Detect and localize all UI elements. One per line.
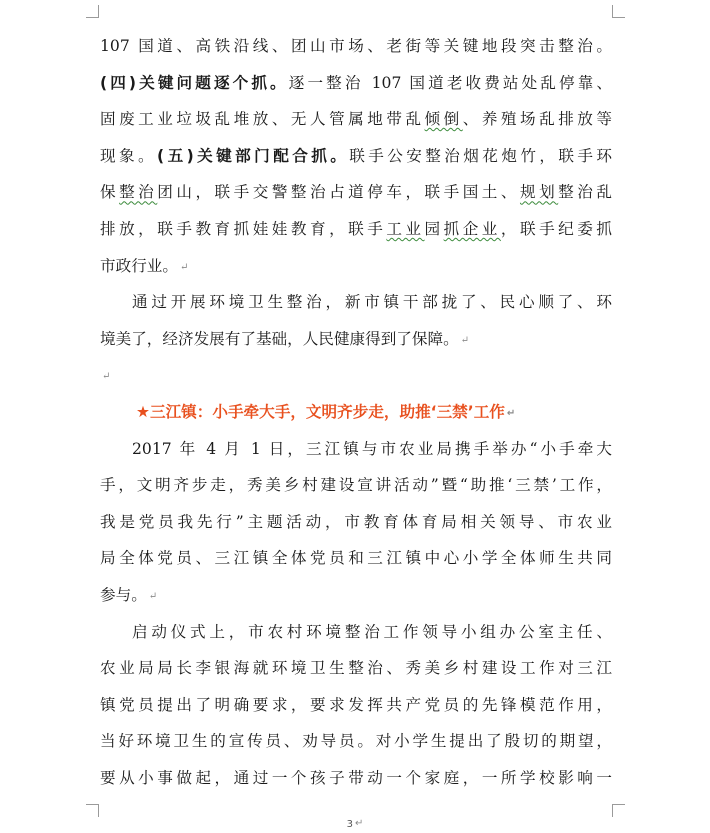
bold-subheading: (五)关键部门配合抓。 [157, 146, 350, 165]
section-heading-text: ★三江镇：小手牵大手，文明齐步走，助推‘三禁’工作 [136, 402, 505, 421]
document-body[interactable] [100, 28, 612, 796]
text-run: 107 国道、高铁沿线、团山市场、老街等关键地段突击整治。 [100, 37, 612, 55]
text-run: 保 [100, 183, 120, 202]
text-run: 现象。 [100, 146, 158, 165]
text-run: 要从小事做起，通过一个孩子带动一个家庭，一所学校影响一 [100, 768, 612, 787]
page-number [0, 818, 710, 830]
page-corner-mark-top-right [612, 5, 625, 18]
text-line [100, 321, 612, 358]
text-run: 固废工业垃圾乱堆放、无人管属地带乱 [100, 110, 425, 129]
text-run: 市政行业。 [100, 256, 178, 275]
paragraph-mark-icon: ↵ [179, 261, 189, 273]
text-run: 我是党员我先行”主题活动，市教育体育局相关领导、市农业 [100, 512, 612, 531]
text-run: 园 [424, 219, 444, 238]
text-line [100, 28, 612, 65]
text-line [100, 540, 612, 577]
text-line [100, 614, 612, 651]
text-line [100, 211, 612, 248]
text-line [100, 467, 612, 504]
text-line [100, 687, 612, 724]
text-run: 、养殖场乱排放等 [462, 110, 612, 129]
text-line [100, 101, 612, 138]
page-corner-mark-bottom-left [86, 804, 99, 817]
paragraph-mark-icon: ↵ [506, 407, 516, 419]
text-run: 镇党员提出了明确要求，要求发挥共产党员的先锋模范作用， [100, 695, 612, 714]
text-line [100, 577, 612, 614]
text-run: 手，文明齐步走，秀美乡村建设宣讲活动”暨“助推‘三禁’工作， [100, 476, 612, 495]
text-run: 逐一整治 107 国道老收费站处乱停靠、 [288, 73, 612, 92]
text-run: 当好环境卫生的宣传员、劝导员。对小学生提出了殷切的期望， [100, 732, 612, 751]
text-line [100, 174, 612, 211]
text-run: 排放，联手教育抓娃娃教育，联手 [100, 219, 387, 238]
paragraph-mark-icon: ↵ [354, 818, 364, 829]
empty-paragraph [100, 357, 612, 394]
spellcheck-underlined-text: 规划 [519, 183, 559, 202]
text-line [100, 248, 612, 285]
section-heading [100, 394, 612, 431]
text-line [100, 760, 612, 797]
spellcheck-underlined-text: 整治 [119, 183, 158, 202]
text-line [100, 284, 612, 321]
text-line [100, 723, 612, 760]
page-number-value: 3 [346, 819, 353, 830]
spellcheck-underlined-text: 抓企业 [443, 219, 501, 238]
text-run: 境美了，经济发展有了基础，人民健康得到了保障。 [100, 329, 459, 348]
text-run: 启动仪式上，市农村环境整治工作领导小组办公室主任、 [132, 622, 612, 641]
text-line [100, 138, 612, 175]
bold-subheading: (四)关键问题逐个抓。 [100, 73, 289, 92]
text-run: ，联手纪委抓 [500, 219, 612, 238]
text-run: 2017 年 4 月 1 日，三江镇与市农业局携手举办“小手牵大 [132, 439, 612, 458]
text-line [100, 650, 612, 687]
text-run: 局全体党员、三江镇全体党员和三江镇中心小学全体师生共同 [100, 549, 612, 568]
paragraph-mark-icon: ↵ [148, 590, 158, 602]
paragraph-mark-icon: ↵ [460, 334, 470, 346]
text-run: 联手公安整治烟花炮竹，联手环 [349, 146, 612, 165]
paragraph-mark-icon: ↵ [102, 371, 111, 383]
text-line [100, 431, 612, 468]
text-run: 整治乱 [558, 183, 612, 202]
spellcheck-underlined-text: 工业 [386, 219, 425, 238]
page-corner-mark-top-left [86, 5, 99, 18]
text-run: 参与。 [100, 585, 147, 604]
text-run: 团山，联手交警整治占道停车，联手国土、 [157, 183, 520, 202]
text-run: 通过开展环境卫生整治，新市镇干部拢了、民心顺了、环 [132, 293, 612, 312]
text-run: 农业局局长李银海就环境卫生整治、秀美乡村建设工作对三江 [100, 659, 612, 678]
text-line [100, 65, 612, 102]
page-corner-mark-bottom-right [612, 804, 625, 817]
text-line [100, 504, 612, 541]
spellcheck-underlined-text: 倾倒 [424, 110, 463, 129]
